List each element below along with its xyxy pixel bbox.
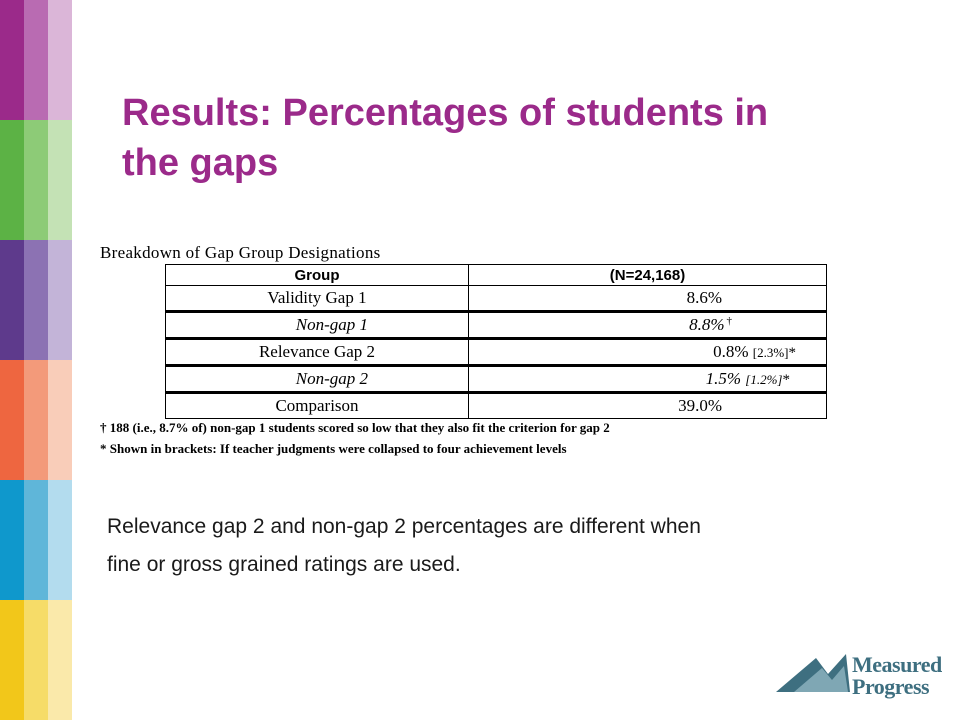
table-row <box>166 339 827 366</box>
table-row <box>166 366 827 393</box>
row-value-cell <box>469 366 827 393</box>
slide-title-line-1: Results: Percentages of students in <box>122 92 769 134</box>
row-value-cell <box>469 286 827 312</box>
row-group: Relevance Gap 2 <box>166 339 469 366</box>
row-value: 8.6% <box>686 288 722 307</box>
table-row <box>166 286 827 312</box>
row-bracket: [1.2%] <box>745 372 783 387</box>
table-caption: Breakdown of Gap Group Designations <box>100 243 381 262</box>
stripe-cell <box>0 0 24 120</box>
table-row <box>166 312 827 339</box>
slide-title-line-2: the gaps <box>122 142 279 184</box>
row-mark: * <box>788 345 796 361</box>
body-line-2: fine or gross grained ratings are used. <box>107 553 461 576</box>
footnote-dagger: † 188 (i.e., 8.7% of) non-gap 1 students scored so low that they also fit the criterion for gap 2 <box>100 420 610 435</box>
stripe-cell <box>24 600 48 720</box>
table-header-row <box>166 265 827 286</box>
stripe-cell <box>0 360 24 480</box>
row-value-cell <box>469 393 827 419</box>
table-row <box>166 393 827 419</box>
stripe-cell <box>24 120 48 240</box>
row-group: Validity Gap 1 <box>166 286 469 312</box>
gap-group-table <box>165 264 827 419</box>
stripe-cell <box>48 480 72 600</box>
header-group: Group <box>166 265 469 286</box>
header-n: (N=24,168) <box>469 265 827 286</box>
row-group: Non-gap 2 <box>166 366 469 393</box>
body-text <box>107 508 887 584</box>
row-value: 1.5% <box>705 369 742 388</box>
stripe-column-1 <box>0 0 24 720</box>
row-value-cell <box>469 339 827 366</box>
stripe-cell <box>0 480 24 600</box>
stripe-column-2 <box>24 0 48 720</box>
stripe-cell <box>48 600 72 720</box>
row-value-cell <box>469 312 827 339</box>
stripe-cell <box>24 480 48 600</box>
stripe-cell <box>48 120 72 240</box>
logo-text-line-1: Measured <box>852 652 942 677</box>
row-value: 39.0% <box>678 396 722 415</box>
logo-text-line-2: Progress <box>852 674 930 699</box>
row-group: Comparison <box>166 393 469 419</box>
row-bracket: [2.3%] <box>752 345 789 360</box>
row-mark: * <box>782 372 790 388</box>
row-group: Non-gap 1 <box>166 312 469 339</box>
stripe-cell <box>0 120 24 240</box>
color-stripe-band <box>0 0 72 720</box>
row-mark: † <box>726 314 732 327</box>
stripe-cell <box>24 0 48 120</box>
body-line-1: Relevance gap 2 and non-gap 2 percentages are different when <box>107 515 701 538</box>
stripe-column-3 <box>48 0 72 720</box>
stripe-cell <box>48 360 72 480</box>
stripe-cell <box>24 240 48 360</box>
footnote-asterisk: * Shown in brackets: If teacher judgments were collapsed to four achievement levels <box>100 441 567 456</box>
stripe-cell <box>48 0 72 120</box>
slide-title <box>122 88 902 188</box>
row-value: 8.8% <box>689 315 725 335</box>
stripe-cell <box>0 600 24 720</box>
stripe-cell <box>48 240 72 360</box>
row-value: 0.8% <box>713 342 749 361</box>
stripe-cell <box>24 360 48 480</box>
stripe-cell <box>0 240 24 360</box>
